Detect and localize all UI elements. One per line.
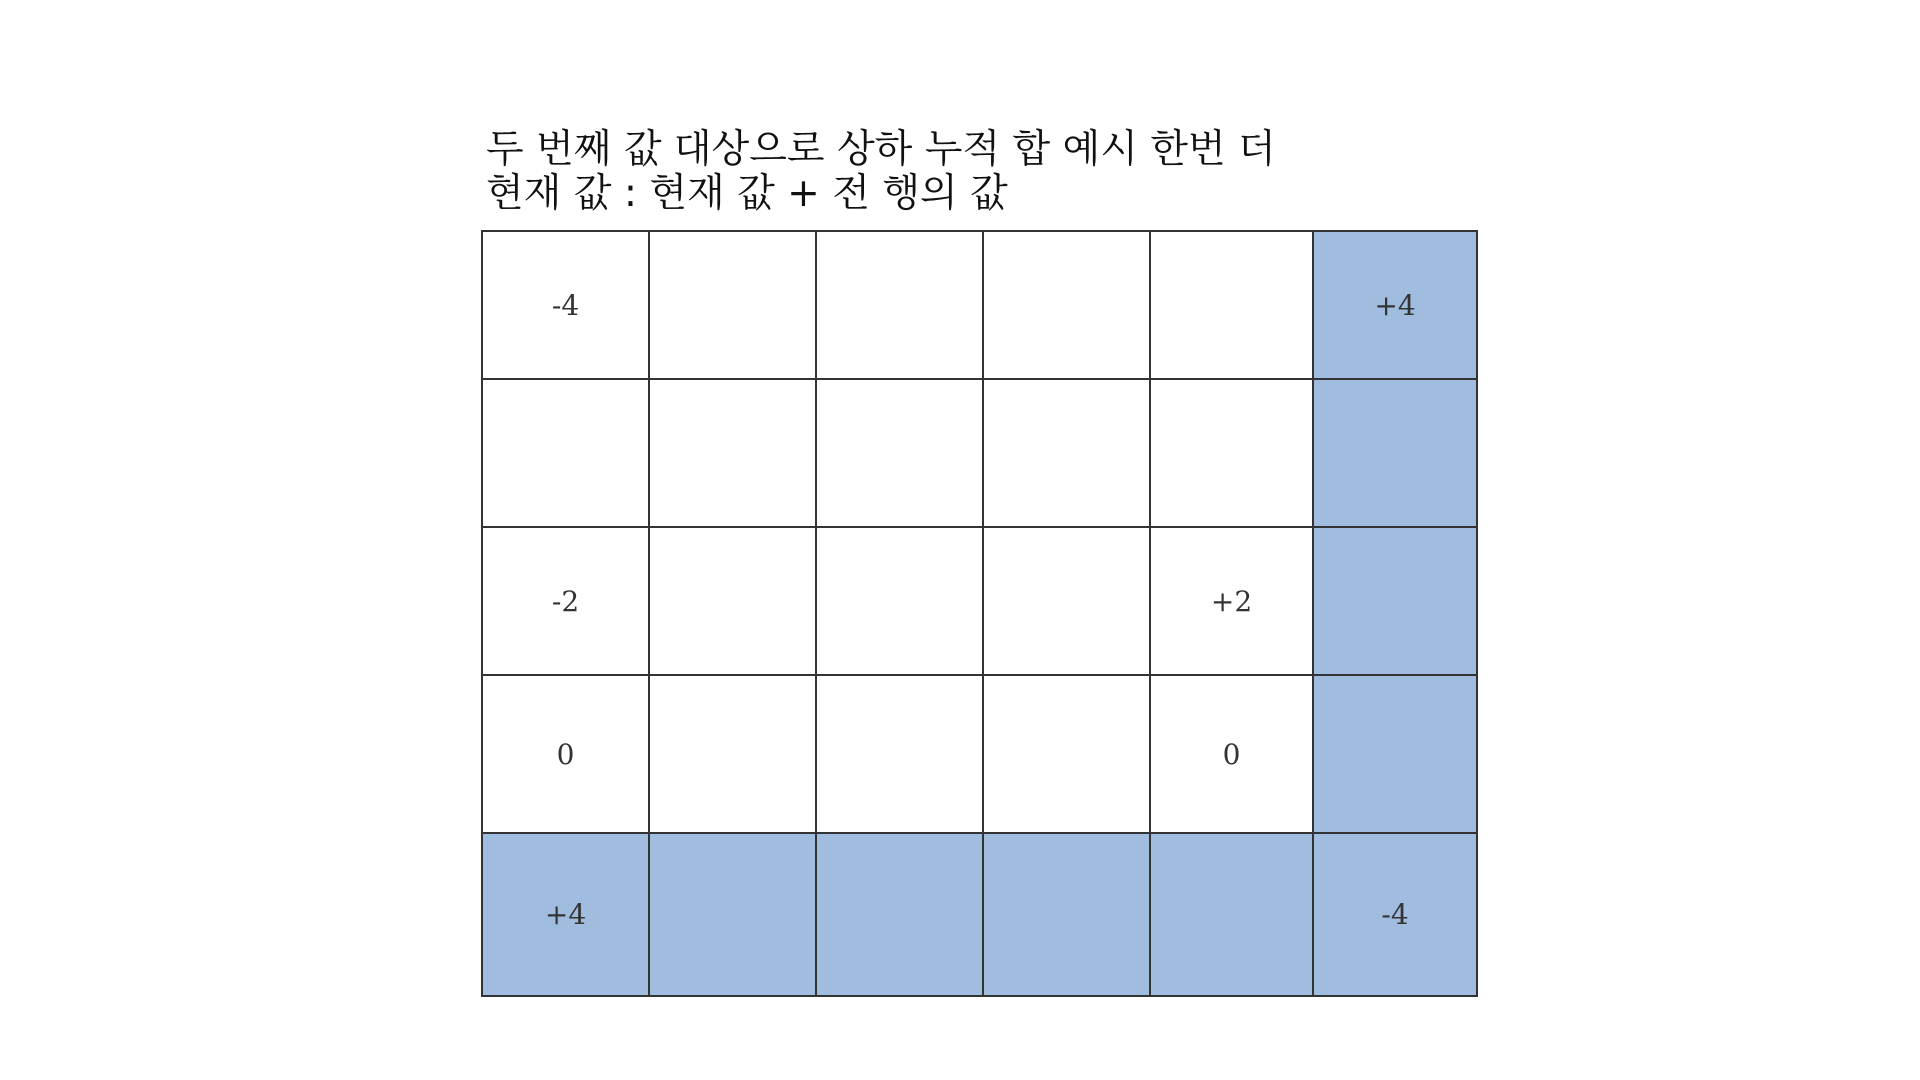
grid-cell: [1313, 675, 1477, 833]
grid-cell: [482, 379, 649, 527]
grid-cell: [983, 833, 1150, 996]
grid-cell: [983, 675, 1150, 833]
grid-cell: [1313, 527, 1477, 675]
grid-cell: [1313, 379, 1477, 527]
grid-cell: [649, 231, 816, 379]
grid-row: [482, 675, 1477, 833]
grid-cell: 0: [1150, 675, 1313, 833]
grid-cell: +4: [1313, 231, 1477, 379]
title-line-2: 현재 값 : 현재 값 + 전 행의 값: [486, 171, 1008, 216]
grid-cell: [649, 379, 816, 527]
title-block: [486, 128, 1276, 216]
grid-cell: +2: [1150, 527, 1313, 675]
grid-cell: [1150, 231, 1313, 379]
grid-cell: [983, 527, 1150, 675]
grid-cell: [649, 833, 816, 996]
grid-cell: [816, 675, 983, 833]
grid-table: [481, 230, 1478, 997]
grid-cell: -2: [482, 527, 649, 675]
grid-cell: +4: [482, 833, 649, 996]
grid-cell: [983, 231, 1150, 379]
grid-row: [482, 833, 1477, 996]
grid-row: [482, 231, 1477, 379]
grid-row: [482, 527, 1477, 675]
grid-cell: [816, 527, 983, 675]
grid-cell: -4: [1313, 833, 1477, 996]
grid-cell: [983, 379, 1150, 527]
grid-cell: [816, 379, 983, 527]
grid-cell: [649, 527, 816, 675]
grid-cell: [649, 675, 816, 833]
grid-row: [482, 379, 1477, 527]
grid-cell: -4: [482, 231, 649, 379]
grid-cell: 0: [482, 675, 649, 833]
title-line-1: 두 번째 값 대상으로 상하 누적 합 예시 한번 더: [486, 127, 1276, 172]
grid-cell: [816, 231, 983, 379]
grid-cell: [816, 833, 983, 996]
grid-cell: [1150, 379, 1313, 527]
grid-cell: [1150, 833, 1313, 996]
